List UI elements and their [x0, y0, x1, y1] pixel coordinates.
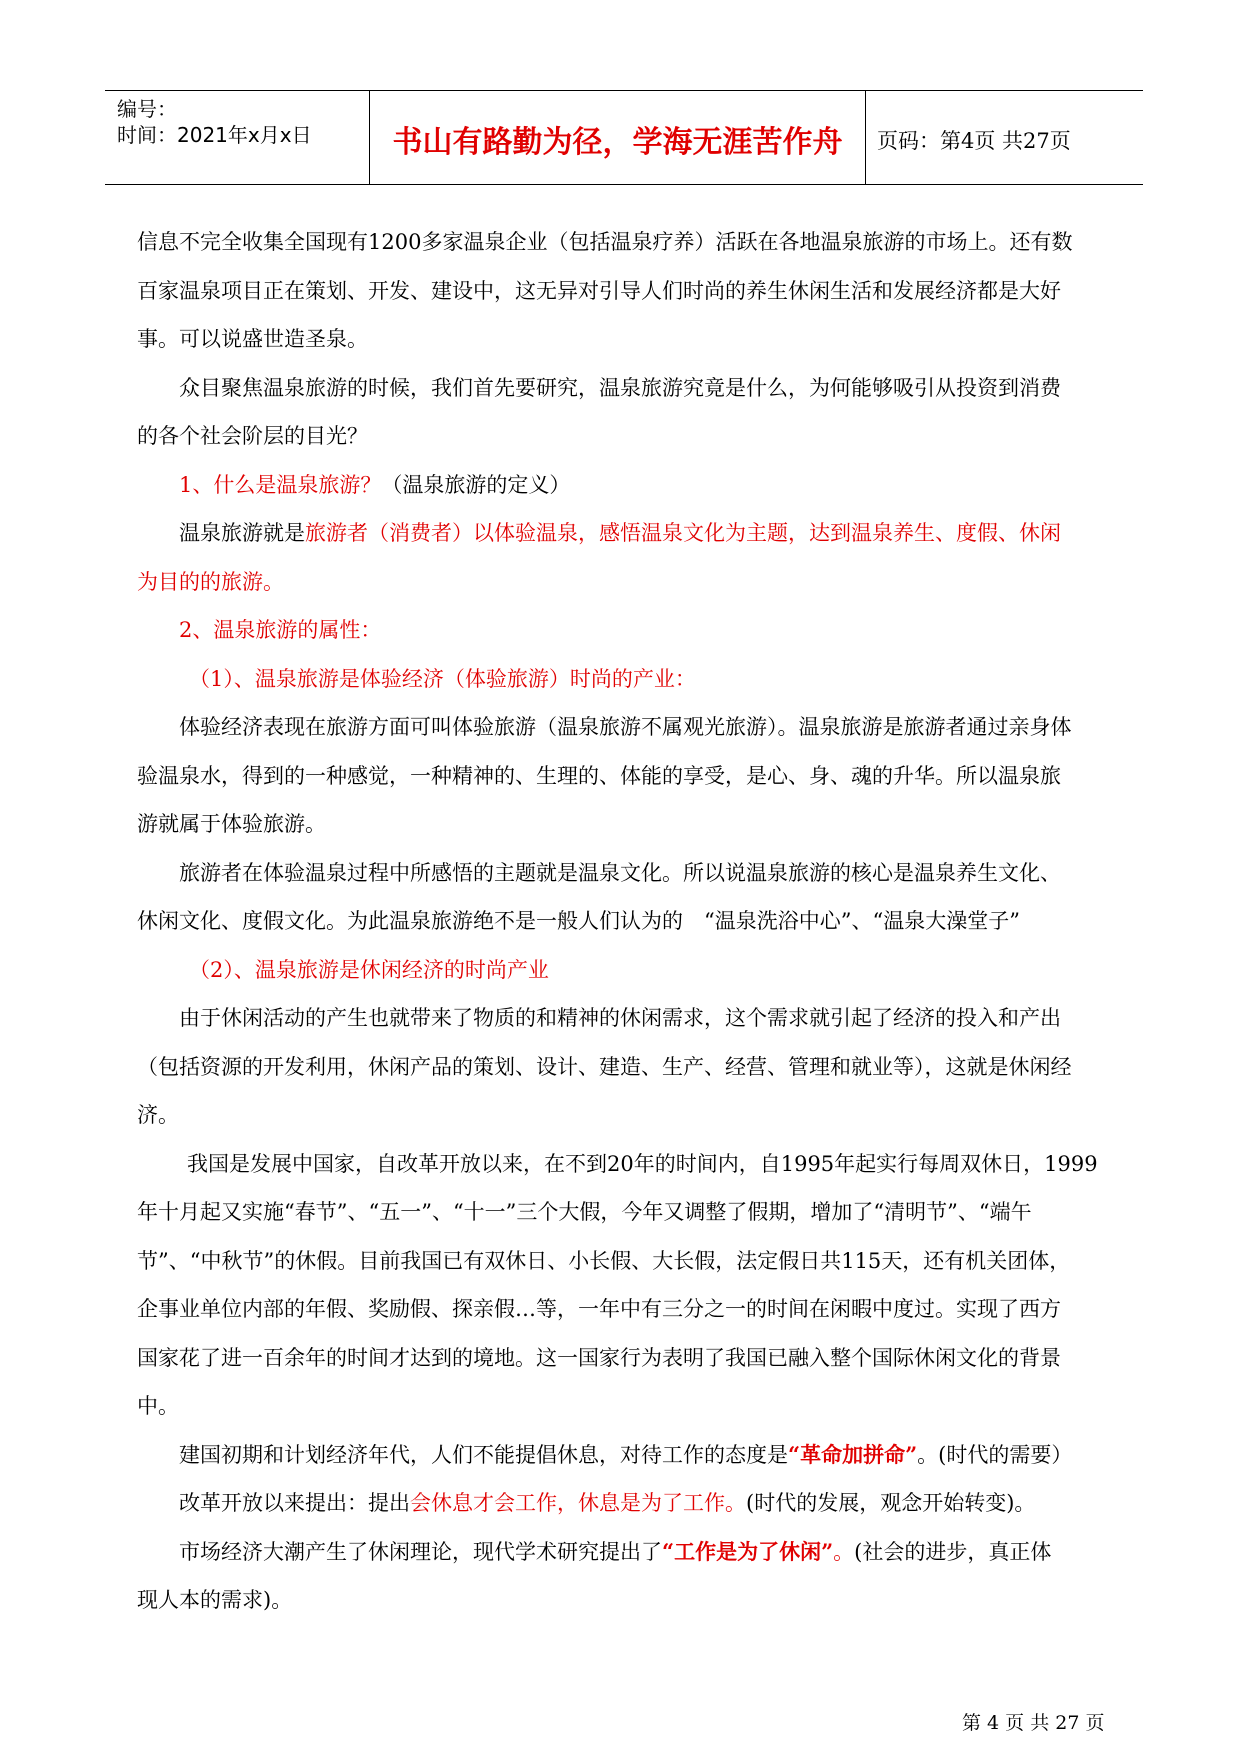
paragraph-line: 游就属于体验旅游。	[137, 812, 326, 836]
time-label: 时间：2021年x月x日	[117, 123, 312, 147]
heading-text: 1、什么是温泉旅游？	[179, 472, 382, 497]
paragraph-line	[137, 1479, 1115, 1528]
red-text: 。	[725, 1491, 746, 1515]
paragraph-line: 为目的的旅游。	[137, 569, 284, 594]
plain-text: 温泉旅游就是	[179, 521, 305, 545]
page-footer: 第 4 页 共 27 页	[962, 1712, 1105, 1734]
paragraph-line: 现人本的需求)。	[137, 1588, 293, 1612]
paragraph-line: （包括资源的开发利用，休闲产品的策划、设计、建造、生产、经营、管理和就业等），这就是休闲经	[137, 1054, 1072, 1079]
subsection-heading-1: （1）、温泉旅游是体验经济（体验旅游）时尚的产业：	[189, 666, 696, 691]
paragraph-line: 我国是发展中国家，自改革开放以来，在不到20年的时间内，自1995年起实行每周双休日，1999	[187, 1151, 1098, 1176]
red-text: 。	[833, 1539, 855, 1564]
paragraph-line: 节”、“中秋节”的休假。目前我国已有双休日、小长假、大长假，法定假日共115天，还有机关团体，	[137, 1248, 1071, 1273]
paragraph-line: 济。	[137, 1103, 179, 1127]
paragraph-line: 旅游者在体验温泉过程中所感悟的主题就是温泉文化。所以说温泉旅游的核心是温泉养生文化、	[179, 860, 1061, 885]
paragraph-line: 企事业单位内部的年假、奖励假、探亲假…等，一年中有三分之一的时间在闲暇中度过。实现了西方	[137, 1297, 1061, 1321]
header-page-cell	[865, 91, 1143, 184]
plain-text: 改革开放以来提出：提出	[179, 1491, 410, 1515]
paragraph-line	[137, 1528, 1115, 1577]
plain-text: 市场经济大潮产生了休闲理论，现代学术研究提出了	[179, 1539, 662, 1564]
document-header	[105, 90, 1143, 185]
paragraph-line: 事。可以说盛世造圣泉。	[137, 327, 368, 351]
plain-text: 建国初期和计划经济年代，人们不能提倡休息，对待工作的态度是	[179, 1442, 788, 1467]
paragraph-line: 验温泉水，得到的一种感觉，一种精神的、生理的、体能的享受，是心、身、魂的升华。所以温泉旅	[137, 763, 1061, 788]
paragraph-line: 由于休闲活动的产生也就带来了物质的和精神的休闲需求，这个需求就引起了经济的投入和产出	[179, 1006, 1061, 1030]
paragraph-line	[137, 509, 1115, 558]
section-heading-2: 2、温泉旅游的属性：	[179, 618, 382, 642]
plain-text: (时代的发展，观念开始转变)。	[746, 1491, 1036, 1515]
plain-text: (社会的进步，真正体	[854, 1539, 1052, 1564]
document-body	[137, 218, 1115, 1625]
red-text: 会休息才会工作，休息是为了工作	[410, 1491, 725, 1515]
number-label: 编号：	[117, 97, 177, 121]
paragraph-line: 中。	[137, 1394, 179, 1418]
heading-note: （温泉旅游的定义）	[381, 472, 571, 497]
subsection-heading-2: （2）、温泉旅游是休闲经济的时尚产业	[189, 957, 549, 982]
paragraph-line	[137, 1431, 1115, 1480]
section-heading-1	[137, 461, 1115, 510]
red-text: “工作是为了休闲”	[662, 1538, 834, 1564]
paragraph-line: 的各个社会阶层的目光？	[137, 424, 368, 448]
paragraph-line: 年十月起又实施“春节”、“五一”、“十一”三个大假，今年又调整了假期，增加了“清明节”、“端午	[137, 1200, 1032, 1224]
paragraph-line: 百家温泉项目正在策划、开发、建设中，这无异对引导人们时尚的养生休闲生活和发展经济都是大好	[137, 278, 1061, 303]
red-text: 旅游者（消费者）以体验温泉，感悟温泉文化为主题，达到温泉养生、度假、休闲	[305, 521, 1061, 545]
header-title: 书山有路勤为径，学海无涯苦作舟	[392, 125, 843, 160]
page-label: 页码：第4页 共27页	[877, 129, 1071, 153]
paragraph-line: 体验经济表现在旅游方面可叫体验旅游（温泉旅游不属观光旅游）。温泉旅游是旅游者通过亲身体	[179, 715, 1072, 739]
paragraph-line: 休闲文化、度假文化。为此温泉旅游绝不是一般人们认为的 “温泉洗浴中心”、“温泉大澡堂子”	[137, 909, 1020, 933]
paragraph-line: 信息不完全收集全国现有1200多家温泉企业（包括温泉疗养）活跃在各地温泉旅游的市场上。还有数	[137, 230, 1073, 254]
paragraph-line: 众目聚焦温泉旅游的时候，我们首先要研究，温泉旅游究竟是什么，为何能够吸引从投资到消费	[179, 375, 1061, 400]
red-text: “革命加拼命”	[788, 1441, 918, 1467]
plain-text: 。(时代的需要）	[917, 1442, 1073, 1467]
header-meta-cell	[105, 91, 369, 184]
header-title-cell	[369, 91, 866, 184]
paragraph-line: 国家花了进一百余年的时间才达到的境地。这一国家行为表明了我国已融入整个国际休闲文化的背景	[137, 1345, 1061, 1370]
